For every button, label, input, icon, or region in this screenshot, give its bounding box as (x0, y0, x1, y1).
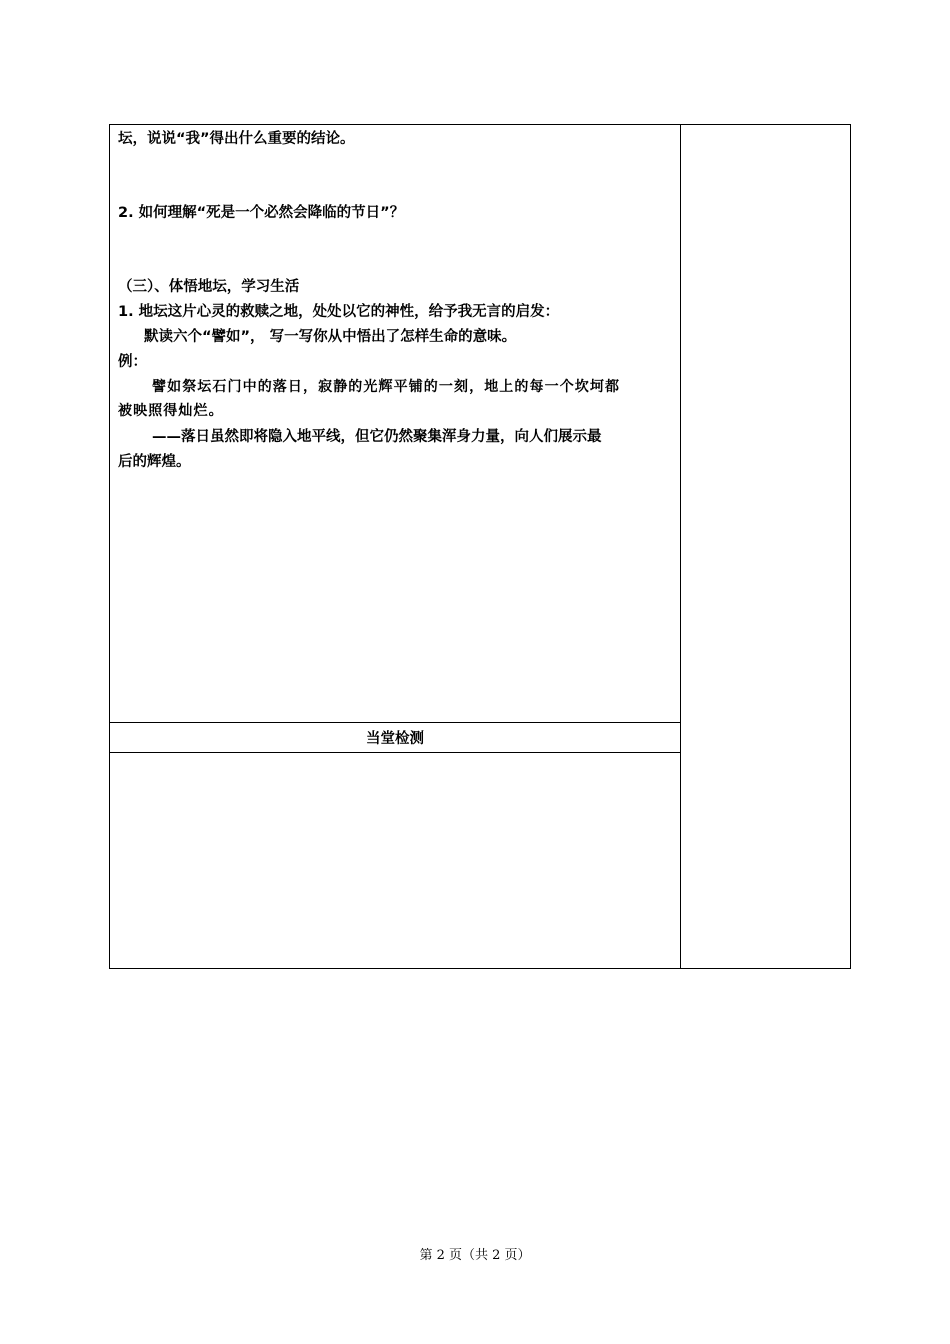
example-answer-line-1: ——落日虽然即将隐入地平线，但它仍然聚集浑身力量，向人们展示最 (152, 429, 602, 445)
section-3-question-1: 1. 地坛这片心灵的救赎之地，处处以它的神性，给予我无言的启发： (118, 304, 560, 320)
in-class-test-area (110, 753, 680, 968)
section-3-heading: （三）、体悟地坛，学习生活 (118, 279, 300, 295)
example-answer-line-2: 后的辉煌。 (118, 454, 191, 470)
example-quote-line-1: 譬如祭坛石门中的落日，寂静的光辉平铺的一刻，地上的每一个坎坷都 (152, 379, 621, 395)
example-quote-line-2: 被映照得灿烂。 (118, 403, 224, 419)
in-class-test-header: 当堂检测 (110, 722, 680, 753)
notes-column (681, 125, 850, 968)
worksheet-table (109, 124, 851, 969)
example-label: 例： (118, 354, 147, 370)
page-footer: 第 2 页（共 2 页） (419, 1248, 531, 1263)
question-1-continuation: 坛，说说“我”得出什么重要的结论。 (118, 131, 355, 147)
study-content-cell (110, 125, 680, 722)
question-2: 2. 如何理解“死是一个必然会降临的节日”？ (118, 205, 405, 221)
reading-task: 默读六个“譬如”， 写一写你从中悟出了怎样生命的意味。 (144, 329, 517, 345)
